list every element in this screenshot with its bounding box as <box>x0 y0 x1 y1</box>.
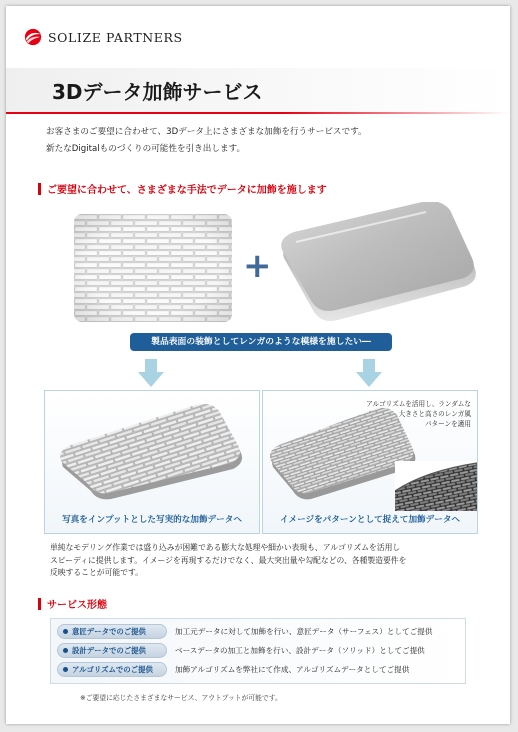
service-item <box>57 642 425 659</box>
section-heading-services <box>38 596 107 611</box>
pattern-closeup-inset <box>395 461 477 511</box>
intro-text <box>46 124 367 158</box>
bullet-icon <box>63 648 68 653</box>
algorithm-note-line: アルゴリズムを活用し、ランダムな <box>366 400 471 408</box>
service-item <box>57 661 409 678</box>
page-title: 3Dデータ加飾サービス <box>52 80 263 104</box>
arrow-down-icon <box>138 359 164 387</box>
panel-caption: イメージをパターンとして捉えて加飾データへ <box>279 515 461 525</box>
service-label-text: アルゴリズムでのご提供 <box>72 665 153 674</box>
section-heading-text: ご要望に合わせて、さまざまな手法でデータに加飾を施します <box>47 185 327 196</box>
brochure-page <box>6 6 510 724</box>
footnote: ※ご要望に応じたさまざまなサービス、アウトプットが可能です。 <box>80 694 282 702</box>
brick-wall-photo <box>74 214 232 322</box>
service-item <box>57 623 432 640</box>
company-name: SOLIZE PARTNERS <box>48 29 183 45</box>
panel-photo-based <box>44 390 260 534</box>
brick-textured-slab-model <box>57 401 247 501</box>
heading-marker <box>38 183 41 195</box>
description-line: スピーディに提供します。イメージを再現するだけでなく、最大突出量や勾配などの、各種製造要件を <box>50 555 407 565</box>
service-list <box>50 618 466 684</box>
section-heading-methods <box>38 181 327 196</box>
panel-pattern-based <box>262 390 478 534</box>
scenario-banner: 製品表面の装飾としてレンガのような模様を施したい― <box>130 333 392 351</box>
swoosh-logo-icon <box>24 28 42 46</box>
service-description: 加工元データに対して加飾を行い、意匠データ（サーフェス）としてご提供 <box>175 627 433 636</box>
algorithm-note <box>366 399 471 429</box>
plus-sign: + <box>243 246 272 286</box>
service-description: 加飾アルゴリズムを弊社にて作成、アルゴリズムデータとしてご提供 <box>175 665 410 674</box>
plain-slab-model <box>276 202 481 327</box>
service-label <box>57 662 167 677</box>
service-label <box>57 624 167 639</box>
title-underline <box>6 112 510 114</box>
company-logo <box>24 26 183 48</box>
algorithm-note-line: 大きさと高さのレンガ風 <box>398 410 471 418</box>
service-label-text: 意匠データでのご提供 <box>72 627 146 636</box>
section-heading-text: サービス形態 <box>47 600 107 611</box>
intro-line: 新たなDigitalものづくりの可能性を引き出します。 <box>46 144 246 154</box>
description-line: 反映することが可能です。 <box>50 568 143 577</box>
panel-caption: 写真をインプットとした写実的な加飾データへ <box>62 515 242 525</box>
bullet-icon <box>63 667 68 672</box>
description-text <box>50 542 406 580</box>
description-line: 単純なモデリング作業では盛り込みが困難である膨大な処理や細かい表現も、アルゴリズムを活用し <box>50 543 401 552</box>
service-label-text: 設計データでのご提供 <box>72 646 146 655</box>
intro-line: お客さまのご要望に合わせて、3Dデータ上にさまざまな加飾を行うサービスです。 <box>46 127 367 137</box>
service-label <box>57 643 167 658</box>
arrow-down-icon <box>356 359 382 387</box>
algorithm-note-line: パターンを適用 <box>424 420 471 428</box>
service-description: ベースデータの加工と加飾を行い、設計データ（ソリッド）としてご提供 <box>175 646 425 655</box>
heading-marker <box>38 598 41 610</box>
bullet-icon <box>63 629 68 634</box>
